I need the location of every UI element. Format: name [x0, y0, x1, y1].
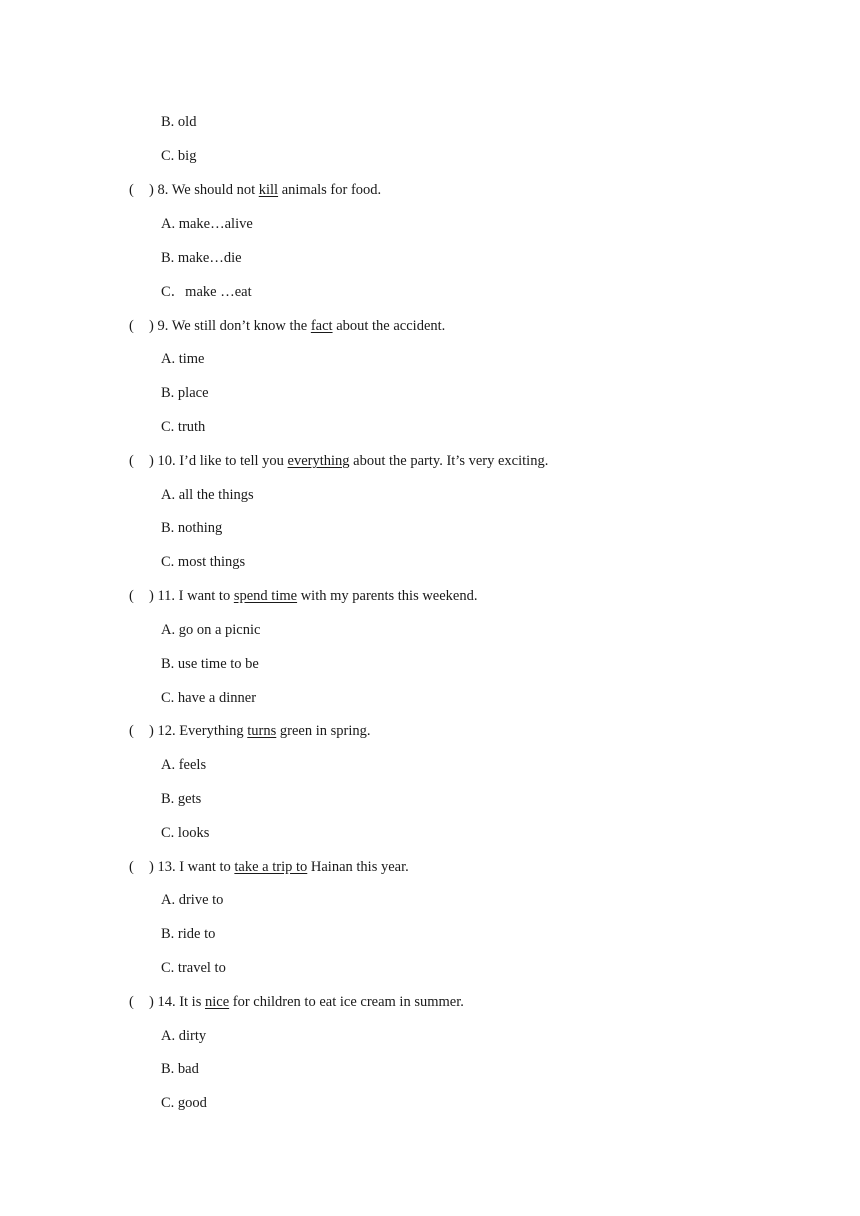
question-8: [129, 181, 381, 199]
underlined-word: turns: [247, 723, 277, 739]
question-stem-end: animals for food.: [278, 182, 382, 198]
underlined-word: take a trip to: [234, 859, 308, 875]
option-b-old: B. old: [161, 114, 197, 130]
question-stem-end: with my parents this weekend.: [297, 588, 478, 604]
answer-paren-open: (: [129, 453, 134, 469]
option-c: C. most things: [161, 554, 246, 570]
option-c: C. looks: [161, 825, 210, 841]
question-stem: ) 8. We should not: [149, 182, 259, 198]
option-a: A. dirty: [161, 1028, 207, 1044]
question-13: [129, 858, 409, 876]
option-b: B. ride to: [161, 926, 216, 942]
question-stem: ) 10. I’d like to tell you: [149, 453, 288, 469]
option-a: A. time: [161, 351, 205, 367]
option-a: A. feels: [161, 757, 207, 773]
option-b: B. use time to be: [161, 656, 259, 672]
underlined-word: fact: [310, 318, 333, 334]
question-stem: ) 13. I want to: [149, 859, 235, 875]
question-12: [129, 722, 371, 740]
answer-paren-open: (: [129, 723, 134, 739]
option-c: C. truth: [161, 419, 206, 435]
question-stem: ) 9. We still don’t know the: [149, 318, 311, 334]
question-9: [129, 317, 445, 335]
answer-paren-open: (: [129, 859, 134, 875]
option-a: A. all the things: [161, 487, 254, 503]
option-b: B. bad: [161, 1061, 199, 1077]
underlined-word: kill: [258, 182, 279, 198]
option-c-big: C. big: [161, 148, 197, 164]
answer-paren-open: (: [129, 182, 134, 198]
option-b: B. nothing: [161, 520, 223, 536]
option-b: B. place: [161, 385, 209, 401]
underlined-word: everything: [287, 453, 350, 469]
question-stem: ) 14. It is: [149, 994, 205, 1010]
underlined-word: nice: [204, 994, 230, 1010]
question-14: [129, 993, 464, 1011]
option-a: A. make…alive: [161, 216, 253, 232]
option-c: C．make …eat: [161, 284, 252, 300]
underlined-word: spend time: [233, 588, 298, 604]
question-stem-end: Hainan this year.: [307, 859, 409, 875]
answer-paren-open: (: [129, 994, 134, 1010]
option-b: B. gets: [161, 791, 202, 807]
option-a: A. go on a picnic: [161, 622, 261, 638]
question-stem-end: for children to eat ice cream in summer.: [229, 994, 464, 1010]
question-stem-end: green in spring.: [276, 723, 371, 739]
option-c: C. good: [161, 1095, 207, 1111]
question-stem-end: about the party. It’s very exciting.: [349, 453, 549, 469]
question-10: [129, 452, 548, 470]
answer-paren-open: (: [129, 318, 134, 334]
question-stem: ) 11. I want to: [149, 588, 234, 604]
question-stem: ) 12. Everything: [149, 723, 248, 739]
option-c: C. have a dinner: [161, 690, 257, 706]
question-11: [129, 587, 478, 605]
question-stem-end: about the accident.: [332, 318, 446, 334]
option-b: B. make…die: [161, 250, 242, 266]
option-a: A. drive to: [161, 892, 224, 908]
answer-paren-open: (: [129, 588, 134, 604]
option-c: C. travel to: [161, 960, 226, 976]
